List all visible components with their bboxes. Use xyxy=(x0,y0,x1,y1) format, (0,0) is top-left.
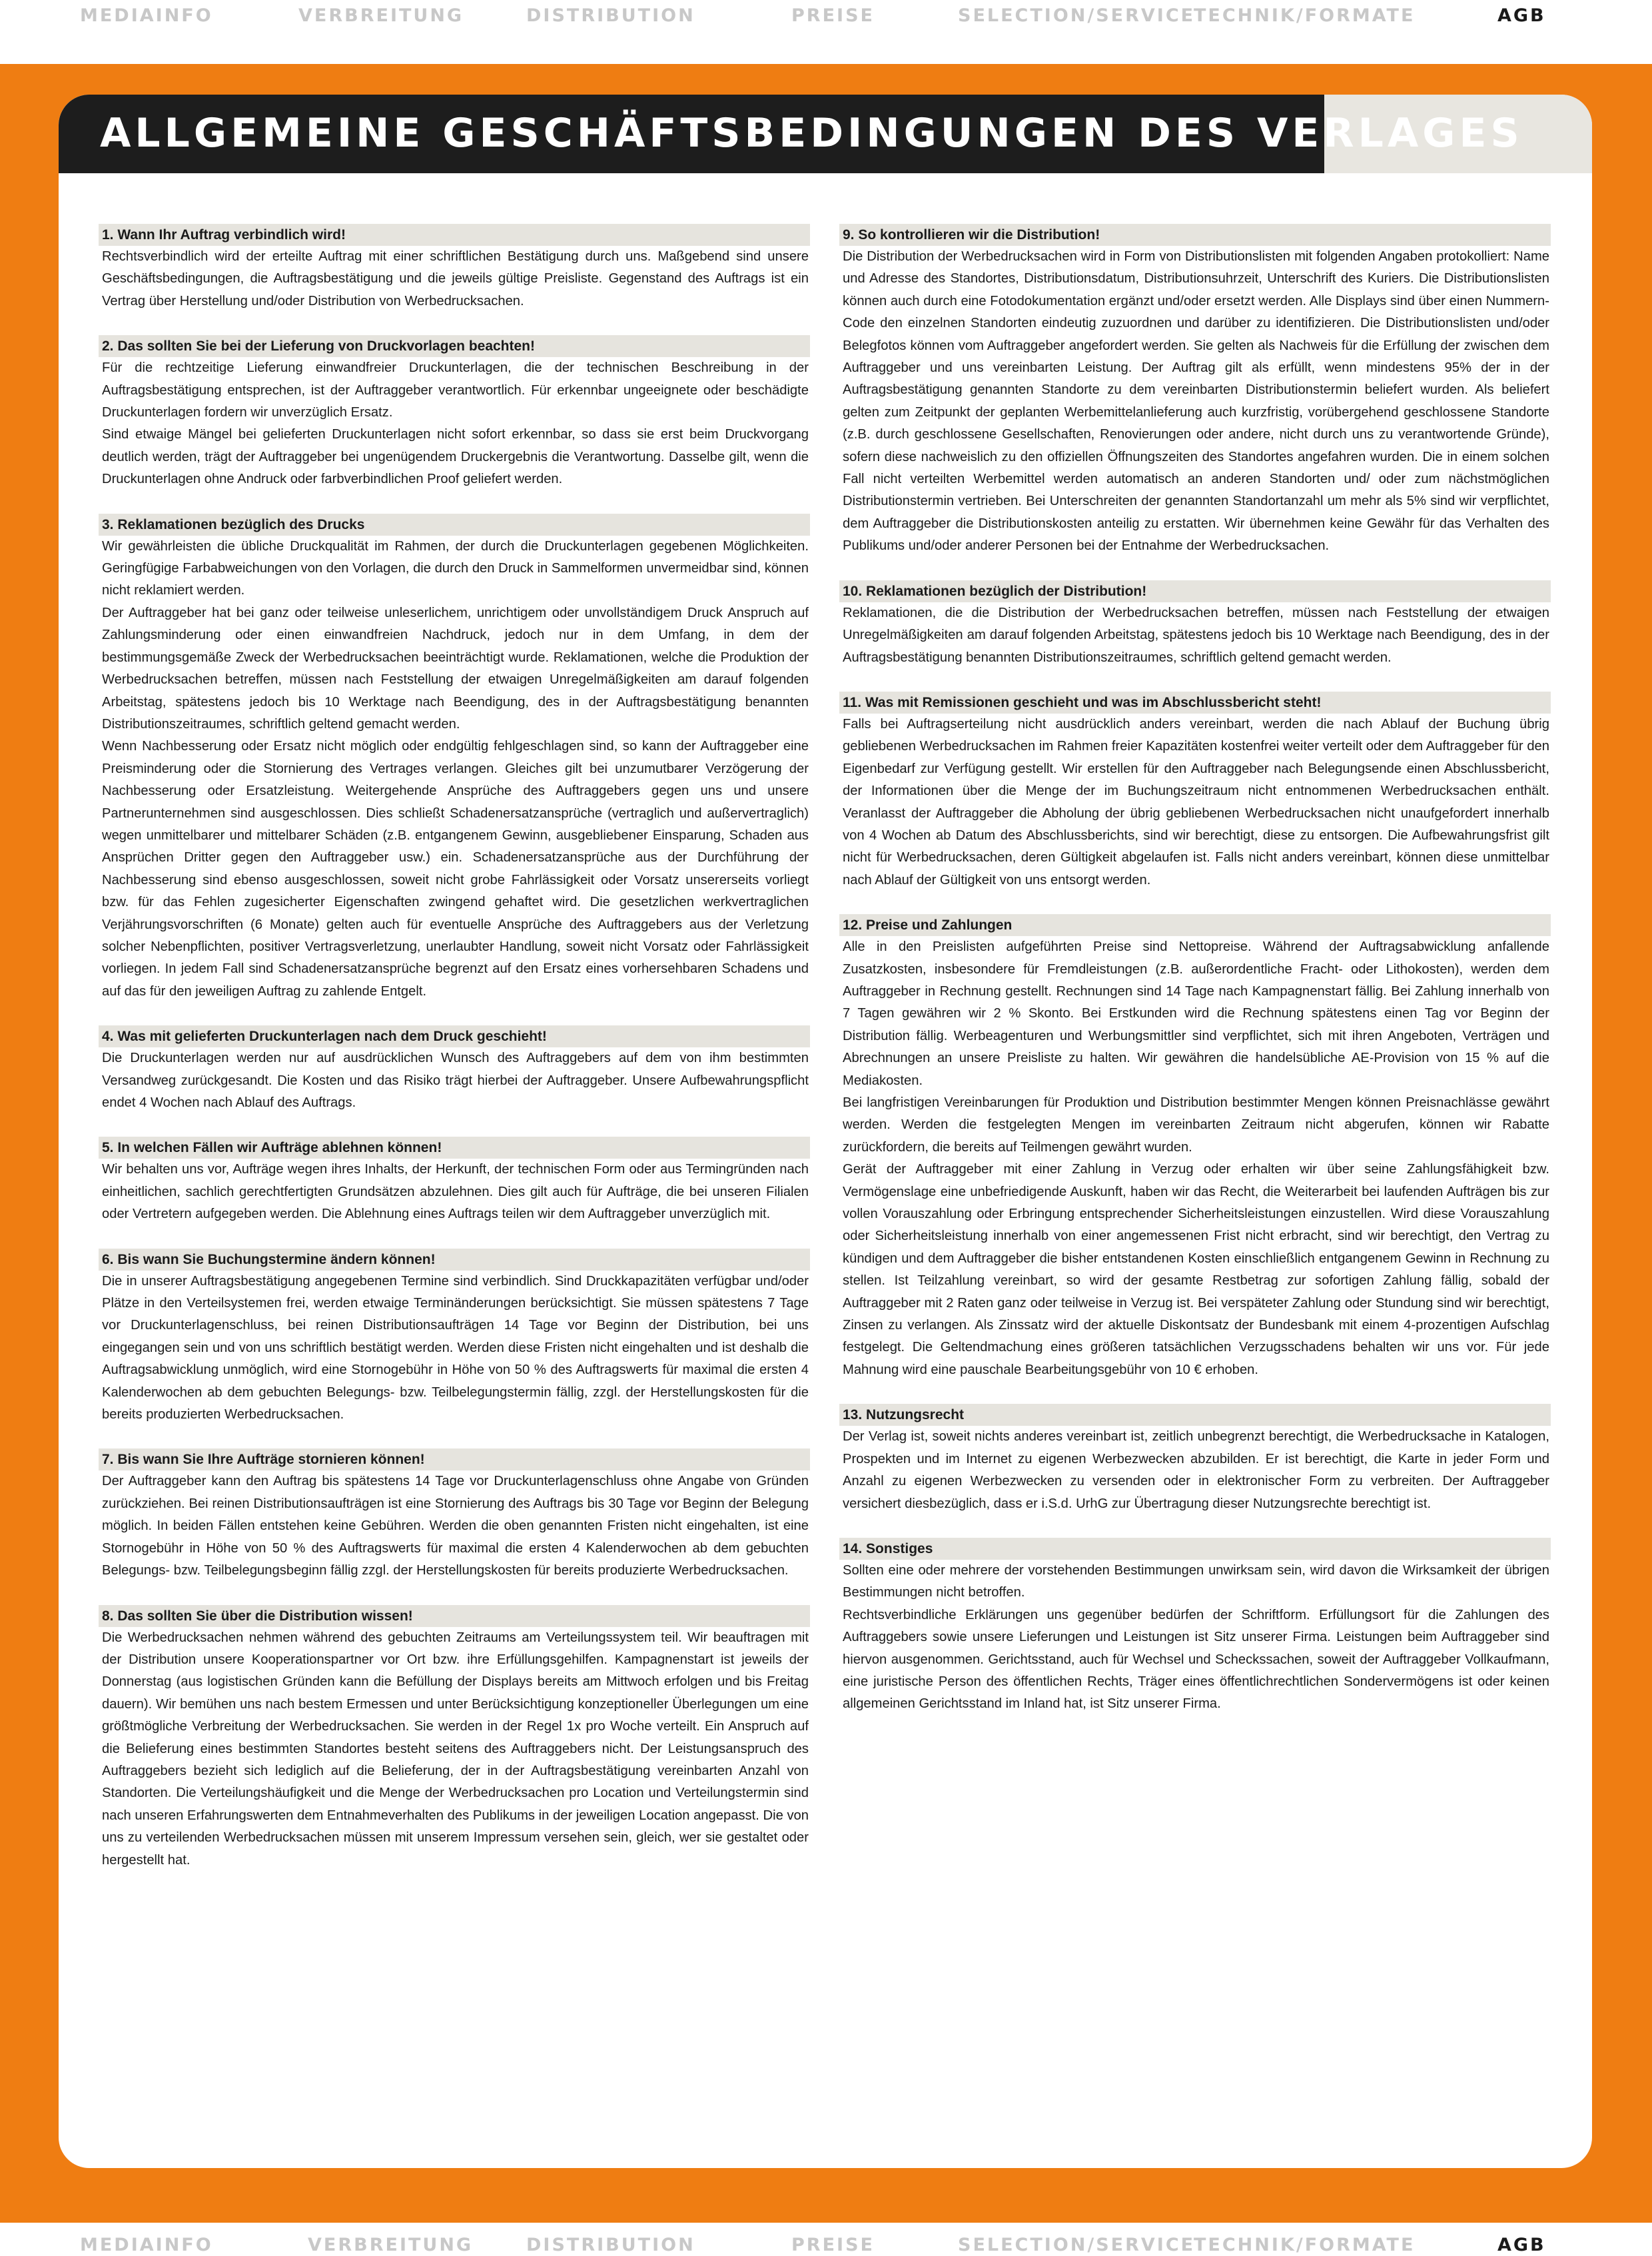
header-bar xyxy=(59,95,1592,173)
title-box xyxy=(59,95,1523,173)
agb-section xyxy=(99,1137,810,1225)
right-column xyxy=(839,224,1551,1738)
agb-section xyxy=(99,1605,810,1872)
section-paragraph: Die Distribution der Werbedrucksachen wird in Form von Distributionslisten mit folgenden Angaben protokolliert: Name und Adresse des Standortes, Distributionsdatum, Distributionsuhrzeit, Unterschrift des Kuriers. Die Distributionslisten können auch durch eine Fotodokumentation ergänzt und/oder ersetzt werden. Alle Displays sind über einen Nummern-Code den einzelnen Standorten eindeutig zuzuordnen und darüber zu identifizieren. Die Distributionslisten und/oder Belegfotos können vom Auftraggeber angefordert werden. Sie gelten als Nachweis für die Erfüllung der zwischen dem Auftraggeber und uns vereinbarten Leistung. Der Auftrag gilt als erfüllt, wenn mindestens 95% der in der Auftragsbestätigung genannten Standorte zu dem vereinbarten Distributionstermin beliefert wurden. Als beliefert gelten zum Zeitpunkt der geplanten Werbemittelanlieferung auch kurzfristig, vorübergehend geschlossene Standorte (z.B. durch geschlossene Gesellschaften, Renovierungen oder andere, nicht durch uns zu verantwortende Gründe), sofern diese nachweislich zu den offiziellen Öffnungszeiten des Standortes angefahren wurden. Die in einem solchen Fall nicht verteilten Werbemittel werden automatisch an anderen Standorten und/ oder zum nächstmöglichen Distributionstermin vertrieben. Bei Unterschreiten der genannten Standortanzahl um mehr als 5% sind wir verpflichtet, dem Auftraggeber die Distributionskosten anteilig zu erstatten. Wir übernehmen keine Gewähr für das Verhalten des Publikums und/oder anderer Personen bei der Entnahme der Werbedrucksachen. xyxy=(843,249,1549,554)
agb-section xyxy=(839,1404,1551,1515)
section-heading: 14. Sonstiges xyxy=(839,1538,1551,1560)
section-paragraph: Die Werbedrucksachen nehmen während des gebuchten Zeitraums am Verteilungssystem teil. Wir beauftragen mit der Distribution unsere Kooperationspartner vor Ort bzw. ihre Erfüllungsgehilfen. Kampagnenstart ist jeweils der Donnerstag (aus logistischen Gründen kann die Befüllung der Displays bereits am Mittwoch erfolgen und bis Freitag dauern). Wir bemühen uns nach bestem Ermessen und unter Berücksichtigung konzeptioneller Überlegungen um eine größtmögliche Verbreitung der Werbedrucksachen. Sie werden in der Regel 1x pro Woche verteilt. Ein Anspruch auf die Belieferung eines bestimmten Standortes besteht seitens des Auftraggebers nicht. Der Leistungsanspruch des Auftraggebers bezieht sich lediglich auf die Belieferung, der in der Auftragsbestätigung vereinbarten Anzahl von Standorten. Die Verteilungshäufigkeit und die Menge der Werbedrucksachen pro Location und Verteilungstermin sind nach unseren Erfahrungswerten dem Entnahmeverhalten des Publikums in der jeweiligen Location angepasst. Die von uns zu verteilenden Werbedrucksachen müssen mit unserem Impressum versehen sein, gleich, wer sie gestaltet oder hergestellt hat. xyxy=(102,1630,809,1868)
section-paragraph: Wenn Nachbesserung oder Ersatz nicht möglich oder endgültig fehlgeschlagen sind, so kann der Auftraggeber eine Preisminderung oder die Stornierung des Vertrages verlangen. Gleiches gilt bei unzumutbarer Verzögerung der Nachbesserung oder Ersatzleistung. Weitergehende Ansprüche des Auftraggebers gegen uns und unsere Partnerunternehmen sind ausgeschlossen. Dies schließt Schadenersatzansprüche (vertraglich und außervertraglich) wegen unmittelbarer und mittelbarer Schäden (z.B. entgangenem Gewinn, ausgebliebener Einsparung, Schaden aus Ansprüchen Dritter gegen den Auftraggeber usw.) ein. Schadenersatzansprüche aus der Durchführung der Nachbesserung sind ebenso ausgeschlossen, soweit nicht grobe Fahrlässigkeit oder Vorsatz unsererseits vorliegt bzw. für das Fehlen zugesicherter Eigenschaften zwingend gehaftet wird. Die gesetzlichen werkvertraglichen Verjährungsvorschriften (6 Monate) gelten auch für eventuelle Ansprüche des Auftraggebers aus der Verletzung solcher Nebenpflichten, positiver Vertragsverletzung, unerlaubter Handlung, soweit nicht Vorsatz oder Fahrlässigkeit vorliegen. In jedem Fall sind Schadenersatzansprüche begrenzt auf den Ersatz eines vorhersehbaren Schadens und auf das für den jeweiligen Auftrag zu zahlende Entgelt. xyxy=(102,739,809,999)
section-heading: 4. Was mit gelieferten Druckunterlagen nach dem Druck geschieht! xyxy=(99,1025,810,1047)
bottom-navigation xyxy=(0,2227,1652,2256)
section-paragraph: Alle in den Preislisten aufgeführten Preise sind Nettopreise. Während der Auftragsabwicklung anfallende Zusatzkosten, insbesondere für Fremdleistungen (z.B. außerordentliche Fracht- oder Lithokosten), werden dem Auftraggeber in Rechnung gestellt. Rechnungen sind 14 Tage nach Kampagnenstart fällig. Bei Zahlung innerhalb von 7 Tagen gewähren wir 2 % Skonto. Bei Erstkunden wird die Rechnung spätestens einen Tag vor Beginn der Distribution fällig. Werbeagenturen und Werbungsmittler sind verpflichtet, sich mit ihren Angeboten, Verträgen und Abrechnungen an unsere Preisliste zu halten. Wir gewähren die handelsübliche AE-Provision von 15 % auf die Mediakosten. xyxy=(843,939,1549,1088)
section-paragraph: Falls bei Auftragserteilung nicht ausdrücklich anders vereinbart, werden die nach Ablauf der Buchung übrig gebliebenen Werbedrucksachen im Rahmen freier Kapazitäten kostenfrei weiter verteilt oder dem Auftraggeber für den Eigenbedarf zur Verfügung gestellt. Wir erstellen für den Auftraggeber nach Belegungsende einen Abschlussbericht, der Informationen über die Menge der im Buchungszeitraum nicht entnommenen Werbedrucksachen enthält. Veranlasst der Auftraggeber die Abholung der übrig gebliebenen Werbedrucksachen nicht unaufgefordert innerhalb von 4 Wochen ab Datum des Abschlussberichts, sind wir berechtigt, diese zu entsorgen. Die Aufbewahrungsfrist gilt nicht für Werbedrucksachen, deren Gültigkeit abgelaufen ist. Falls nicht anders vereinbart, können diese unmittelbar nach Ablauf der Gültigkeit von uns entsorgt werden. xyxy=(843,716,1549,887)
agb-section xyxy=(99,514,810,1003)
section-heading: 8. Das sollten Sie über die Distribution wissen! xyxy=(99,1605,810,1627)
left-column xyxy=(99,224,810,1894)
section-heading: 3. Reklamationen bezüglich des Drucks xyxy=(99,514,810,536)
nav-item-technik-formate[interactable]: TECHNIK/FORMATE xyxy=(1194,5,1416,26)
agb-section xyxy=(99,335,810,490)
agb-section xyxy=(99,1025,810,1114)
top-navigation xyxy=(0,0,1652,43)
section-paragraph: Der Auftraggeber kann den Auftrag bis spätestens 14 Tage vor Druckunterlagenschluss ohne Angabe von Gründen zurückziehen. Bei reinen Distributionsaufträgen ist eine Stornierung des Auftrags bis 30 Tage vor Beginn der Belegung möglich. In beiden Fällen entstehen keine Gebühren. Werden die oben genannten Fristen nicht eingehalten, ist eine Stornogebühr in Höhe von 50 % des Auftragswerts für maximal die ersten 4 Kalenderwochen ab dem gebuchten Belegungs- bzw. Teilbelegungsbeginn fällig zzgl. der Herstellungskosten für bereits produzierte Werbedrucksachen. xyxy=(102,1474,809,1578)
section-heading: 12. Preise und Zahlungen xyxy=(839,914,1551,936)
agb-section xyxy=(99,1249,810,1426)
section-paragraph: Für die rechtzeitige Lieferung einwandfreier Druckunterlagen, die der technischen Beschreibung in der Auftragsbestätigung entsprechen, ist der Auftraggeber verantwortlich. Für erkennbar ungeeignete oder beschädigte Druckunterlagen fordern wir unverzüglich Ersatz. xyxy=(102,360,809,420)
section-body xyxy=(99,357,810,490)
section-heading: 9. So kontrollieren wir die Distribution! xyxy=(839,224,1551,246)
agb-section xyxy=(839,580,1551,669)
section-paragraph: Der Auftraggeber hat bei ganz oder teilweise unleserlichem, unrichtigem oder unvollständigem Druck Anspruch auf Zahlungsminderung oder einen einwandfreien Nachdruck, jedoch nur in dem Umfang, in dem der bestimmungsgemäße Zweck der Werbedrucksachen beeinträchtigt wurde. Reklamationen, welche die Produktion der Werbedrucksachen betreffen, müssen nach Feststellung der etwaigen Unregelmäßigkeiten am darauf folgenden Arbeitstag, spätestens jedoch bis 10 Werktage nach Beendigung, des in der Auftragsbestätigung benannten Distributionszeitraumes, schriftlich geltend gemacht werden. xyxy=(102,605,809,732)
content-panel xyxy=(59,95,1592,2168)
section-body xyxy=(839,246,1551,558)
section-body xyxy=(99,1627,810,1872)
section-heading: 1. Wann Ihr Auftrag verbindlich wird! xyxy=(99,224,810,246)
agb-section xyxy=(839,224,1551,558)
section-body xyxy=(99,1159,810,1225)
section-heading: 2. Das sollten Sie bei der Lieferung von Druckvorlagen beachten! xyxy=(99,335,810,357)
agb-section xyxy=(99,1448,810,1582)
section-heading: 10. Reklamationen bezüglich der Distribution! xyxy=(839,580,1551,602)
agb-section xyxy=(839,914,1551,1381)
nav-item-selection-service[interactable]: SELECTION/SERVICE xyxy=(958,5,1196,26)
section-paragraph: Gerät der Auftraggeber mit einer Zahlung in Verzug oder erhalten wir über seine Zahlungsfähigkeit bzw. Vermögenslage eine unbefriedigende Auskunft, haben wir das Recht, die Weiterarbeit bei laufenden Aufträgen bis zur vollen Vorauszahlung oder Erbringung entsprechender Sicherheitsleistungen einzustellen. Wird diese Vorauszahlung oder Sicherheitsleistung innerhalb von einer angemessenen Frist nicht erbracht, sind wir berechtigt, den Vertrag zu kündigen und dem Auftraggeber die bisher entstandenen Kosten einschließlich entgangenem Gewinn in Rechnung zu stellen. Ist Teilzahlung vereinbart, so wird der gesamte Restbetrag zur sofortigen Zahlung fällig, sobald der Auftraggeber mit 2 Raten ganz oder teilweise in Verzug ist. Bei verspäteter Zahlung oder Stundung sind wir berechtigt, Zinsen zu verlangen. Als Zinssatz wird der aktuelle Diskontsatz der Bundesbank mit einem 4-prozentigen Aufschlag festgelegt. Die Geltendmachung eines größeren tatsächlichen Verzugsschadens behalten wir uns vor. Für jede Mahnung wird eine pauschale Bearbeitungsgebühr von 10 € erhoben. xyxy=(843,1162,1549,1377)
section-body xyxy=(839,1426,1551,1515)
section-paragraph: Sind etwaige Mängel bei gelieferten Druckunterlagen nicht sofort erkennbar, so dass sie erst beim Druckvorgang deutlich werden, trägt der Auftraggeber bei ungenügendem Druckergebnis die Verantwortung. Dasselbe gilt, wenn die Druckunterlagen ohne Andruck oder farbverbindlichen Proof geliefert werden. xyxy=(102,427,809,487)
nav-item-distribution[interactable]: DISTRIBUTION xyxy=(526,5,695,26)
nav-item-agb[interactable]: AGB xyxy=(1497,2235,1546,2255)
nav-item-preise[interactable]: PREISE xyxy=(791,2235,875,2255)
nav-item-mediainfo[interactable]: MEDIAINFO xyxy=(80,2235,213,2255)
section-heading: 6. Bis wann Sie Buchungstermine ändern können! xyxy=(99,1249,810,1271)
nav-item-preise[interactable]: PREISE xyxy=(791,5,875,26)
section-paragraph: Wir gewährleisten die übliche Druckqualität im Rahmen, der durch die Druckunterlagen gegebenen Möglichkeiten. Geringfügige Farbabweichungen von den Vorlagen, die durch den Druck in Sammelformen unvermeidbar sind, können nicht reklamiert werden. xyxy=(102,538,809,598)
section-paragraph: Rechtsverbindlich wird der erteilte Auftrag mit einer schriftlichen Bestätigung durch uns. Maßgebend sind unsere Geschäftsbedingungen, die Auftragsbestätigung und die jeweils gültige Preisliste. Gegenstand des Auftrags ist ein Vertrag über Herstellung und/oder Distribution von Werbedrucksachen. xyxy=(102,249,809,308)
section-paragraph: Rechtsverbindliche Erklärungen uns gegenüber bedürfen der Schriftform. Erfüllungsort für die Zahlungen des Auftraggebers sowie unsere Lieferungen und Leistungen ist Sitz unserer Firma. Leistungen beim Auftraggeber sind hiervon ausgenommen. Gerichtsstand, auch für Wechsel und Scheckssachen, soweit der Auftraggeber Vollkaufmann, eine juristische Person des öffentlichen Rechts, Träger eines öffentlichrechtlichen Sondervermögens ist oder keinen allgemeinen Gerichtsstand im Inland hat, ist Sitz unserer Firma. xyxy=(843,1607,1549,1712)
section-paragraph: Die Druckunterlagen werden nur auf ausdrücklichen Wunsch des Auftraggebers auf dem von ihm bestimmten Versandweg zurückgesandt. Die Kosten und das Risiko trägt hierbei der Auftraggeber. Unsere Aufbewahrungspflicht endet 4 Wochen nach Ablauf des Auftrags. xyxy=(102,1051,809,1110)
nav-item-distribution[interactable]: DISTRIBUTION xyxy=(526,2235,695,2255)
section-paragraph: Der Verlag ist, soweit nichts anderes vereinbart ist, zeitlich unbegrenzt berechtigt, die Werbedrucksache in Katalogen, Prospekten und im Internet zu eigenen Werbezwecken abzubilden. Er ist berechtigt, die Karte in jeder Form und Anzahl zu eigenen Werbezwecken zu versenden oder in elektronischer Form zu verbreiten. Der Auftraggeber versichert diesbezüglich, dass er i.S.d. UrhG zur Übertragung dieser Nutzungsrechte berechtigt ist. xyxy=(843,1429,1549,1511)
section-body xyxy=(99,536,810,1003)
nav-item-technik-formate[interactable]: TECHNIK/FORMATE xyxy=(1194,2235,1416,2255)
section-heading: 5. In welchen Fällen wir Aufträge ablehnen können! xyxy=(99,1137,810,1159)
section-paragraph: Bei langfristigen Vereinbarungen für Produktion und Distribution bestimmter Mengen können Preisnachlässe gewährt werden. Werden die festgelegten Mengen im vereinbarten Zeitraum nicht abgerufen, können wir Rabatte zurückfordern, die bereits auf Teilmengen gewährt wurden. xyxy=(843,1095,1549,1155)
section-paragraph: Sollten eine oder mehrere der vorstehenden Bestimmungen unwirksam sein, wird davon die Wirksamkeit der übrigen Bestimmungen nicht betroffen. xyxy=(843,1562,1549,1600)
nav-item-agb[interactable]: AGB xyxy=(1497,5,1546,26)
section-body xyxy=(839,1560,1551,1716)
nav-item-verbreitung[interactable]: VERBREITUNG xyxy=(298,5,464,26)
nav-item-selection-service[interactable]: SELECTION/SERVICE xyxy=(958,2235,1196,2255)
section-heading: 11. Was mit Remissionen geschieht und was im Abschlussbericht steht! xyxy=(839,692,1551,714)
nav-item-mediainfo[interactable]: MEDIAINFO xyxy=(80,5,213,26)
section-body xyxy=(99,1271,810,1426)
nav-item-verbreitung[interactable]: VERBREITUNG xyxy=(308,2235,474,2255)
section-paragraph: Reklamationen, die die Distribution der Werbedrucksachen betreffen, müssen nach Feststellung der etwaigen Unregelmäßigkeiten am darauf folgenden Arbeitstag, spätestens jedoch bis 10 Werktage nach Beendigung, des in der Auftragsbestätigung benannten Distributionszeitraumes, schriftlich geltend gemacht werden. xyxy=(843,605,1549,665)
section-body xyxy=(99,1470,810,1582)
section-paragraph: Wir behalten uns vor, Aufträge wegen ihres Inhalts, der Herkunft, der technischen Form oder aus Termingründen nach einheitlichen, sachlich gerechtfertigten Grundsätzen abzulehnen. Dies gilt auch für Aufträge, die bei unseren Filialen oder Vertretern aufgegeben werden. Die Ablehnung eines Auftrags teilen wir dem Auftraggeber unverzüglich mit. xyxy=(102,1162,809,1222)
section-body xyxy=(839,936,1551,1381)
agb-section xyxy=(839,692,1551,891)
agb-section xyxy=(99,224,810,312)
section-body xyxy=(839,714,1551,891)
section-heading: 13. Nutzungsrecht xyxy=(839,1404,1551,1426)
agb-section xyxy=(839,1538,1551,1716)
section-paragraph: Die in unserer Auftragsbestätigung angegebenen Termine sind verbindlich. Sind Druckkapazitäten verfügbar und/oder Plätze in den Verteilsystemen frei, werden etwaige Terminänderungen berücksichtigt. Sie müssen spätestens 7 Tage vor Druckunterlagenschluss, bei reinen Distributionsaufträgen 14 Tage vor Beginn der Distribution, bei uns eingegangen sein und von uns schriftlich bestätigt werden. Werden diese Fristen nicht eingehalten und ist deshalb die Auftragsabwicklung unmöglich, wird eine Stornogebühr in Höhe von 50 % des Auftragswerts für maximal die ersten 4 Kalenderwochen ab dem gebuchten Belegungs- bzw. Teilbelegungstermin fällig, zzgl. der Herstellungskosten für die bereits produzierten Werbedrucksachen. xyxy=(102,1273,809,1422)
section-body xyxy=(99,246,810,312)
section-heading: 7. Bis wann Sie Ihre Aufträge stornieren können! xyxy=(99,1448,810,1470)
page-title: ALLGEMEINE GESCHÄFTSBEDINGUNGEN DES VERLAGES xyxy=(100,110,1523,157)
section-body xyxy=(839,602,1551,669)
section-body xyxy=(99,1047,810,1114)
